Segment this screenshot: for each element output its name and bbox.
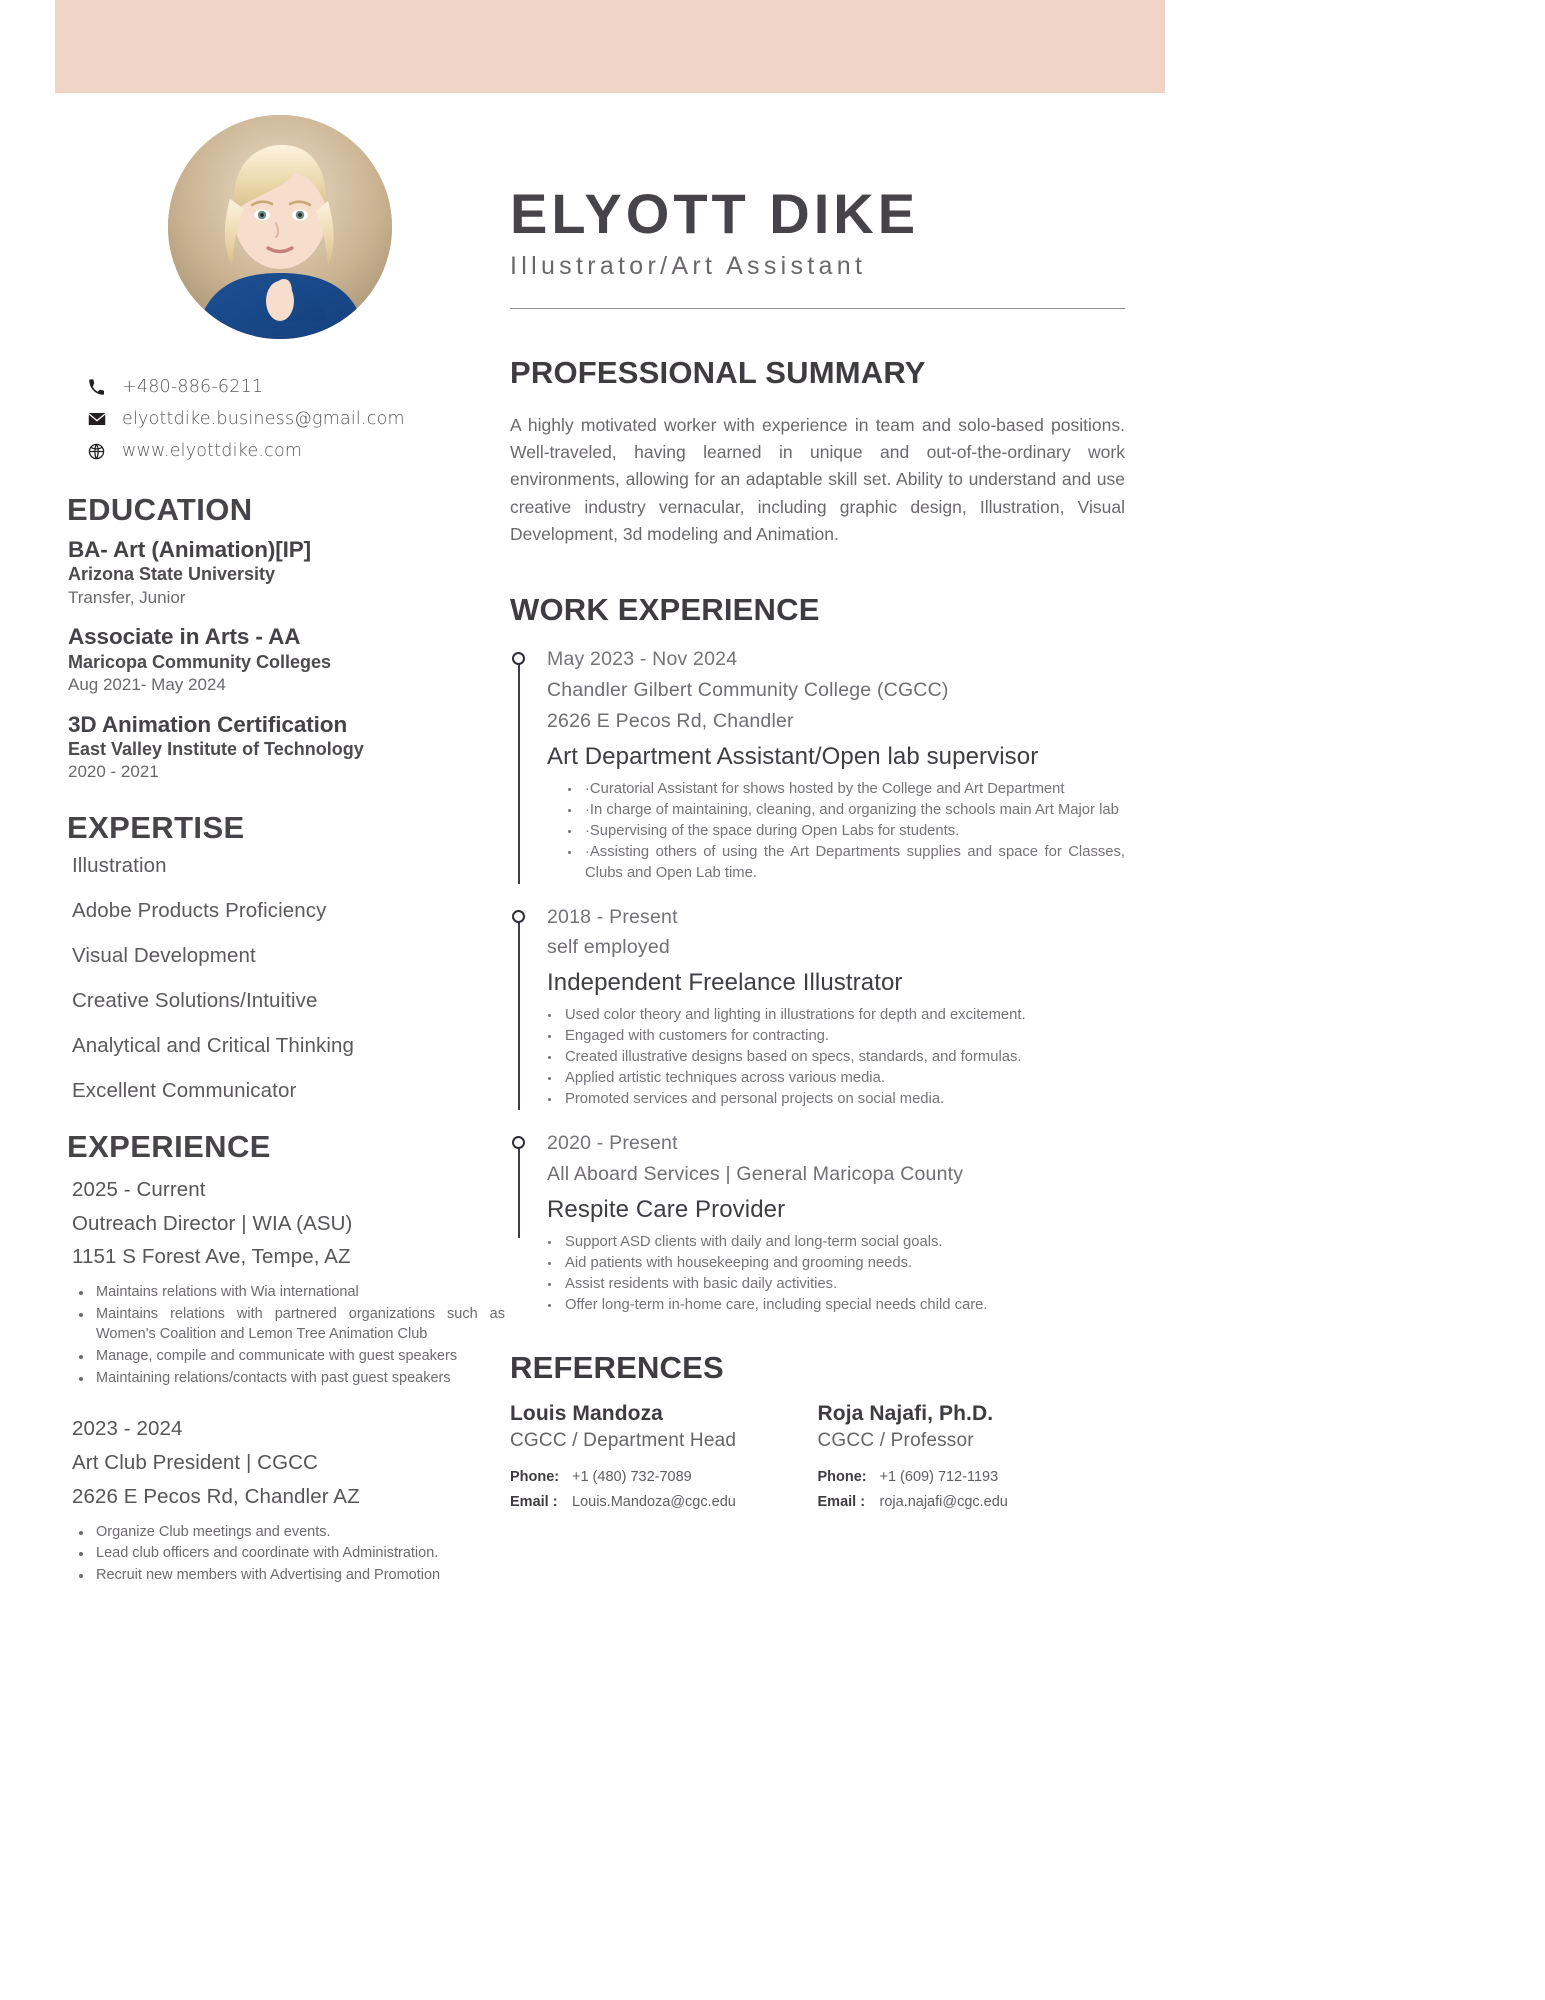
education-degree: Associate in Arts - AA: [68, 624, 301, 650]
avatar-container: [55, 115, 505, 339]
list-item: • ·Supervising of the space during Open Labs for students.: [581, 821, 1125, 842]
envelope-icon: [88, 412, 122, 426]
list-item: • Assist residents with basic daily activities.: [561, 1274, 1125, 1295]
experience-heading: EXPERIENCE: [67, 1128, 271, 1164]
experience-title: Art Club President | CGCC: [72, 1450, 318, 1474]
reference-contacts: [510, 1466, 818, 1514]
expertise-item: Creative Solutions/Intuitive: [72, 988, 318, 1012]
work-address: 2626 E Pecos Rd, Chandler: [547, 709, 794, 732]
job-role-subtitle: Illustrator/Art Assistant: [510, 251, 867, 280]
experience-address: 1151 S Forest Ave, Tempe, AZ: [72, 1245, 351, 1269]
education-school: East Valley Institute of Technology: [68, 738, 364, 759]
education-item: [68, 536, 505, 609]
reference-contacts: [818, 1466, 1126, 1514]
phone-label: Phone:: [510, 1468, 560, 1485]
reference-phone: [818, 1466, 1126, 1488]
work-organization: self employed: [547, 936, 670, 959]
list-item: • Aid patients with housekeeping and grooming needs.: [561, 1253, 1125, 1274]
reference-phone: [510, 1466, 818, 1488]
reference-role: CGCC / Department Head: [510, 1429, 737, 1451]
experience-bullets: [77, 1282, 505, 1388]
reference-email: [818, 1491, 1126, 1513]
work-organization: Chandler Gilbert Community College (CGCC): [547, 678, 949, 701]
list-item: • Offer long-term in-home care, including special needs child care.: [561, 1295, 1125, 1316]
work-dates: 2020 - Present: [547, 1132, 678, 1155]
experience-dates: 2023 - 2024: [72, 1417, 183, 1441]
list-item: • Created illustrative designs based on specs, standards, and formulas.: [561, 1047, 1125, 1068]
reference-item: [510, 1402, 818, 1514]
email-value: elyottdike.business@gmail.com: [122, 409, 405, 429]
portrait-photo: [168, 115, 392, 339]
expertise-item: Visual Development: [72, 943, 256, 967]
reference-role: CGCC / Professor: [817, 1429, 974, 1451]
work-title: Art Department Assistant/Open lab supervisor: [547, 742, 1039, 770]
timeline-rail: [518, 916, 520, 1110]
email-value: Louis.Mandoza@cgc.edu: [572, 1494, 736, 1511]
list-item: • Used color theory and lighting in illustrations for depth and excitement.: [561, 1005, 1125, 1026]
reference-name: Louis Mandoza: [510, 1401, 663, 1425]
list-item: • Manage, compile and communicate with guest speakers: [93, 1346, 505, 1367]
avatar: [168, 115, 392, 339]
email-value: roja.najafi@cgc.edu: [879, 1494, 1008, 1511]
list-item: • Maintains relations with partnered organizations such as Women's Coalition and Lemon Tree Animation Club: [93, 1304, 505, 1345]
education-dates: Transfer, Junior: [68, 587, 186, 607]
experience-address: 2626 E Pecos Rd, Chandler AZ: [72, 1484, 360, 1508]
work-dates: 2018 - Present: [547, 905, 678, 928]
experience-title: Outreach Director | WIA (ASU): [72, 1211, 353, 1235]
list-item: • Maintains relations with Wia international: [93, 1282, 505, 1303]
work-bullets: [547, 1232, 1125, 1316]
education-item: [68, 623, 505, 696]
summary-heading: PROFESSIONAL SUMMARY: [510, 354, 926, 390]
timeline-entry: [510, 902, 1125, 1110]
list-item: • Lead club officers and coordinate with Administration.: [93, 1543, 505, 1564]
work-dates: May 2023 - Nov 2024: [547, 648, 738, 671]
list-item: • ·In charge of maintaining, cleaning, and organizing the schools main Art Major lab: [581, 800, 1125, 821]
list-item: • Support ASD clients with daily and long-term social goals.: [561, 1232, 1125, 1253]
education-dates: 2020 - 2021: [68, 762, 159, 782]
website-value: www.elyottdike.com: [122, 441, 303, 461]
work-organization: All Aboard Services | General Maricopa County: [547, 1162, 964, 1185]
education-item: [68, 711, 505, 784]
expertise-heading: EXPERTISE: [67, 809, 245, 845]
contact-list: [55, 372, 505, 466]
phone-value: +480-886-6211: [122, 377, 264, 397]
work-timeline: [510, 644, 1125, 1315]
list-item: • Engaged with customers for contracting.: [561, 1026, 1125, 1047]
work-bullets: [547, 1005, 1125, 1110]
work-bullets: [547, 779, 1125, 884]
reference-name: Roja Najafi, Ph.D.: [817, 1401, 994, 1425]
phone-value: +1 (609) 712-1193: [879, 1468, 999, 1485]
reference-email: [510, 1491, 818, 1513]
email-label: Email :: [817, 1494, 866, 1511]
work-title: Respite Care Provider: [547, 1195, 786, 1223]
timeline-dot-icon: [512, 1136, 525, 1149]
list-item: • Organize Club meetings and events.: [93, 1522, 505, 1543]
expertise-item: Illustration: [72, 853, 167, 877]
experience-item: [72, 1412, 505, 1513]
main-content: [510, 182, 1125, 1514]
experience-dates: 2025 - Current: [72, 1177, 206, 1201]
sidebar: [55, 115, 505, 1586]
expertise-item: Adobe Products Proficiency: [72, 898, 327, 922]
work-title: Independent Freelance Illustrator: [547, 969, 903, 997]
globe-icon: [88, 443, 122, 460]
summary-text: A highly motivated worker with experience in team and solo-based positions. Well-traveled, having learned in unique and out-of-the-ordinary work environments, allowing for an adaptable skill set. Ability to understand and use creative industry vernacular, including graphic design, Illustration, Visual Development, 3d modeling and Animation.: [510, 414, 1125, 544]
list-item: • ·Curatorial Assistant for shows hosted by the College and Art Department: [581, 779, 1125, 800]
education-dates: Aug 2021- May 2024: [68, 675, 226, 695]
header-divider: [510, 308, 1125, 309]
work-experience-heading: WORK EXPERIENCE: [510, 592, 820, 628]
experience-bullets: [77, 1522, 505, 1586]
phone-icon: [88, 379, 122, 396]
timeline-entry: [510, 644, 1125, 884]
list-item: • Promoted services and personal projects on social media.: [561, 1089, 1125, 1110]
timeline-rail: [518, 1142, 520, 1238]
contact-website[interactable]: [88, 436, 505, 466]
reference-item: [818, 1402, 1126, 1514]
header-accent-band: [55, 0, 1165, 93]
timeline-dot-icon: [512, 652, 525, 665]
expertise-item: Excellent Communicator: [72, 1078, 297, 1102]
phone-value: +1 (480) 732-7089: [572, 1468, 692, 1485]
education-degree: 3D Animation Certification: [68, 711, 348, 737]
list-item: • Applied artistic techniques across various media.: [561, 1068, 1125, 1089]
timeline-entry: [510, 1128, 1125, 1315]
email-label: Email :: [510, 1494, 558, 1511]
timeline-dot-icon: [512, 910, 525, 923]
contact-email[interactable]: [88, 404, 505, 434]
contact-phone[interactable]: [88, 372, 505, 402]
list-item: • Maintaining relations/contacts with past guest speakers: [93, 1368, 505, 1389]
experience-item: [72, 1173, 505, 1274]
references-list: [510, 1402, 1125, 1514]
phone-label: Phone:: [817, 1468, 867, 1485]
page-title: ELYOTT DIKE: [510, 182, 920, 245]
expertise-item: Analytical and Critical Thinking: [72, 1033, 354, 1057]
education-school: Arizona State University: [68, 564, 276, 585]
education-school: Maricopa Community Colleges: [68, 651, 332, 672]
references-heading: REFERENCES: [510, 1349, 724, 1385]
education-degree: BA- Art (Animation)[IP]: [68, 537, 312, 562]
list-item: • ·Assisting others of using the Art Departments supplies and space for Classes, Clubs and Open Lab time.: [581, 842, 1125, 884]
list-item: • Recruit new members with Advertising and Promotion: [93, 1565, 505, 1586]
timeline-rail: [518, 658, 520, 884]
education-heading: EDUCATION: [67, 492, 253, 527]
